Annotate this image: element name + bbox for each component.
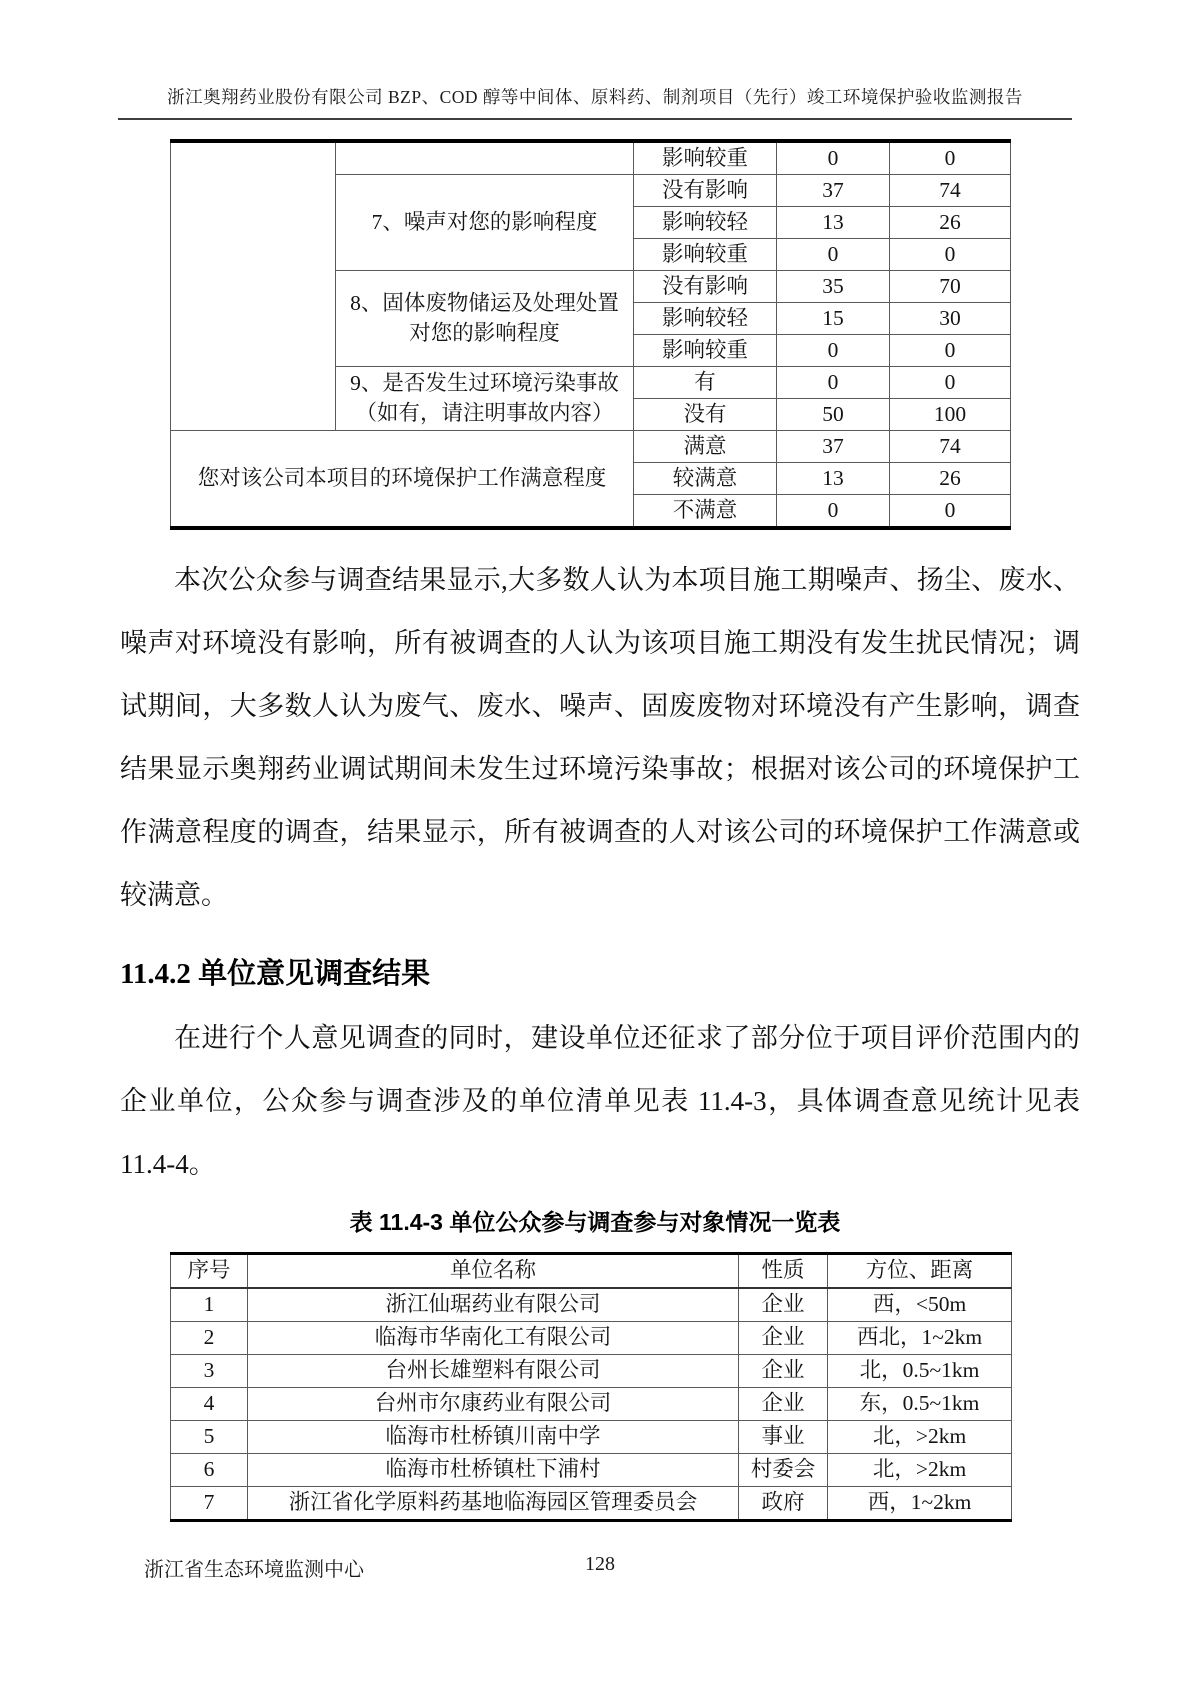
- index-cell: 2: [171, 1322, 248, 1355]
- option-cell: 影响较轻: [634, 207, 777, 239]
- unit-name-cell: 浙江仙琚药业有限公司: [248, 1288, 739, 1322]
- unit-name-cell: 临海市杜桥镇川南中学: [248, 1421, 739, 1454]
- percent-cell: 70: [890, 271, 1011, 303]
- count-cell: 15: [777, 303, 890, 335]
- index-cell: 7: [171, 1487, 248, 1521]
- unit-name-cell: 台州市尔康药业有限公司: [248, 1388, 739, 1421]
- unit-name-cell: 浙江省化学原料药基地临海园区管理委员会: [248, 1487, 739, 1521]
- unit-name-cell: 临海市华南化工有限公司: [248, 1322, 739, 1355]
- unit-row: [171, 1355, 1012, 1388]
- unit-name-cell: 临海市杜桥镇杜下浦村: [248, 1454, 739, 1487]
- question-cell: 9、是否发生过环境污染事故（如有，请注明事故内容）: [336, 367, 634, 431]
- index-cell: 4: [171, 1388, 248, 1421]
- units-table-title: 表 11.4-3 单位公众参与调查参与对象情况一览表: [349, 1209, 841, 1235]
- nature-cell: 事业: [739, 1421, 828, 1454]
- direction-distance-cell: 西，<50m: [828, 1288, 1012, 1322]
- percent-cell: 0: [890, 141, 1011, 175]
- section-heading: 11.4.2 单位意见调查结果: [120, 958, 431, 990]
- percent-cell: 26: [890, 463, 1011, 495]
- unit-row: [171, 1421, 1012, 1454]
- direction-distance-cell: 北，>2km: [828, 1421, 1012, 1454]
- option-cell: 影响较重: [634, 141, 777, 175]
- percent-cell: 0: [890, 367, 1011, 399]
- header-cell-direction-distance: 方位、距离: [828, 1254, 1012, 1289]
- count-cell: 35: [777, 271, 890, 303]
- header-cell-index: 序号: [171, 1254, 248, 1289]
- direction-distance-cell: 东，0.5~1km: [828, 1388, 1012, 1421]
- percent-cell: 0: [890, 495, 1011, 529]
- question-cell: 您对该公司本项目的环境保护工作满意程度: [171, 431, 634, 529]
- table-row: [171, 141, 1011, 175]
- footer-organization: 浙江省生态环境监测中心: [144, 1559, 364, 1581]
- count-cell: 37: [777, 431, 890, 463]
- count-cell: 0: [777, 239, 890, 271]
- units-table: [170, 1252, 1012, 1522]
- percent-cell: 74: [890, 431, 1011, 463]
- nature-cell: 企业: [739, 1288, 828, 1322]
- nature-cell: 企业: [739, 1388, 828, 1421]
- count-cell: 13: [777, 207, 890, 239]
- continuation-empty-cell: [171, 141, 336, 431]
- table-header-row: [171, 1254, 1012, 1289]
- option-cell: 没有: [634, 399, 777, 431]
- unit-row: [171, 1388, 1012, 1421]
- direction-distance-cell: 西，1~2km: [828, 1487, 1012, 1521]
- count-cell: 0: [777, 335, 890, 367]
- page-number: 128: [585, 1553, 615, 1575]
- units-table-wrap: [170, 1252, 1012, 1522]
- option-cell: 影响较重: [634, 239, 777, 271]
- header-cell-nature: 性质: [739, 1254, 828, 1289]
- unit-row: [171, 1288, 1012, 1322]
- survey-results-table: [170, 139, 1011, 530]
- direction-distance-cell: 北，0.5~1km: [828, 1355, 1012, 1388]
- direction-distance-cell: 西北，1~2km: [828, 1322, 1012, 1355]
- option-cell: 较满意: [634, 463, 777, 495]
- option-cell: 没有影响: [634, 271, 777, 303]
- page-footer: [120, 1553, 1080, 1583]
- percent-cell: 0: [890, 335, 1011, 367]
- index-cell: 3: [171, 1355, 248, 1388]
- count-cell: 0: [777, 367, 890, 399]
- option-cell: 不满意: [634, 495, 777, 529]
- nature-cell: 政府: [739, 1487, 828, 1521]
- percent-cell: 26: [890, 207, 1011, 239]
- nature-cell: 村委会: [739, 1454, 828, 1487]
- option-cell: 没有影响: [634, 175, 777, 207]
- unit-name-cell: 台州长雄塑料有限公司: [248, 1355, 739, 1388]
- question-cell: [336, 141, 634, 175]
- question-cell: 8、固体废物储运及处理处置对您的影响程度: [336, 271, 634, 367]
- page-header-title: 浙江奥翔药业股份有限公司 BZP、COD 醇等中间体、原料药、制剂项目（先行）竣工环境保护验收监测报告: [118, 84, 1072, 120]
- count-cell: 0: [777, 141, 890, 175]
- index-cell: 6: [171, 1454, 248, 1487]
- index-cell: 5: [171, 1421, 248, 1454]
- percent-cell: 0: [890, 239, 1011, 271]
- survey-results-table-wrap: [170, 139, 1011, 530]
- percent-cell: 74: [890, 175, 1011, 207]
- percent-cell: 30: [890, 303, 1011, 335]
- unit-row: [171, 1487, 1012, 1521]
- option-cell: 满意: [634, 431, 777, 463]
- index-cell: 1: [171, 1288, 248, 1322]
- unit-row: [171, 1454, 1012, 1487]
- paragraph-survey-summary: 本次公众参与调查结果显示,大多数人认为本项目施工期噪声、扬尘、废水、噪声对环境没有影响，所有被调查的人认为该项目施工期没有发生扰民情况；调试期间，大多数人认为废气、废水、噪声、固废废物对环境没有产生影响，调查结果显示奥翔药业调试期间未发生过环境污染事故；根据对该公司的环境保护工作满意程度的调查，结果显示，所有被调查的人对该公司的环境保护工作满意或较满意。: [120, 565, 1080, 910]
- paragraph-unit-survey-intro: 在进行个人意见调查的同时，建设单位还征求了部分位于项目评价范围内的企业单位，公众参与调查涉及的单位清单见表 11.4-3，具体调查意见统计见表 11.4-4。: [120, 1023, 1080, 1179]
- count-cell: 37: [777, 175, 890, 207]
- option-cell: 影响较重: [634, 335, 777, 367]
- count-cell: 13: [777, 463, 890, 495]
- direction-distance-cell: 北，>2km: [828, 1454, 1012, 1487]
- table-row: [171, 431, 1011, 463]
- option-cell: 有: [634, 367, 777, 399]
- count-cell: 0: [777, 495, 890, 529]
- option-cell: 影响较轻: [634, 303, 777, 335]
- unit-row: [171, 1322, 1012, 1355]
- header-cell-unit-name: 单位名称: [248, 1254, 739, 1289]
- percent-cell: 100: [890, 399, 1011, 431]
- nature-cell: 企业: [739, 1322, 828, 1355]
- count-cell: 50: [777, 399, 890, 431]
- nature-cell: 企业: [739, 1355, 828, 1388]
- question-cell: 7、噪声对您的影响程度: [336, 175, 634, 271]
